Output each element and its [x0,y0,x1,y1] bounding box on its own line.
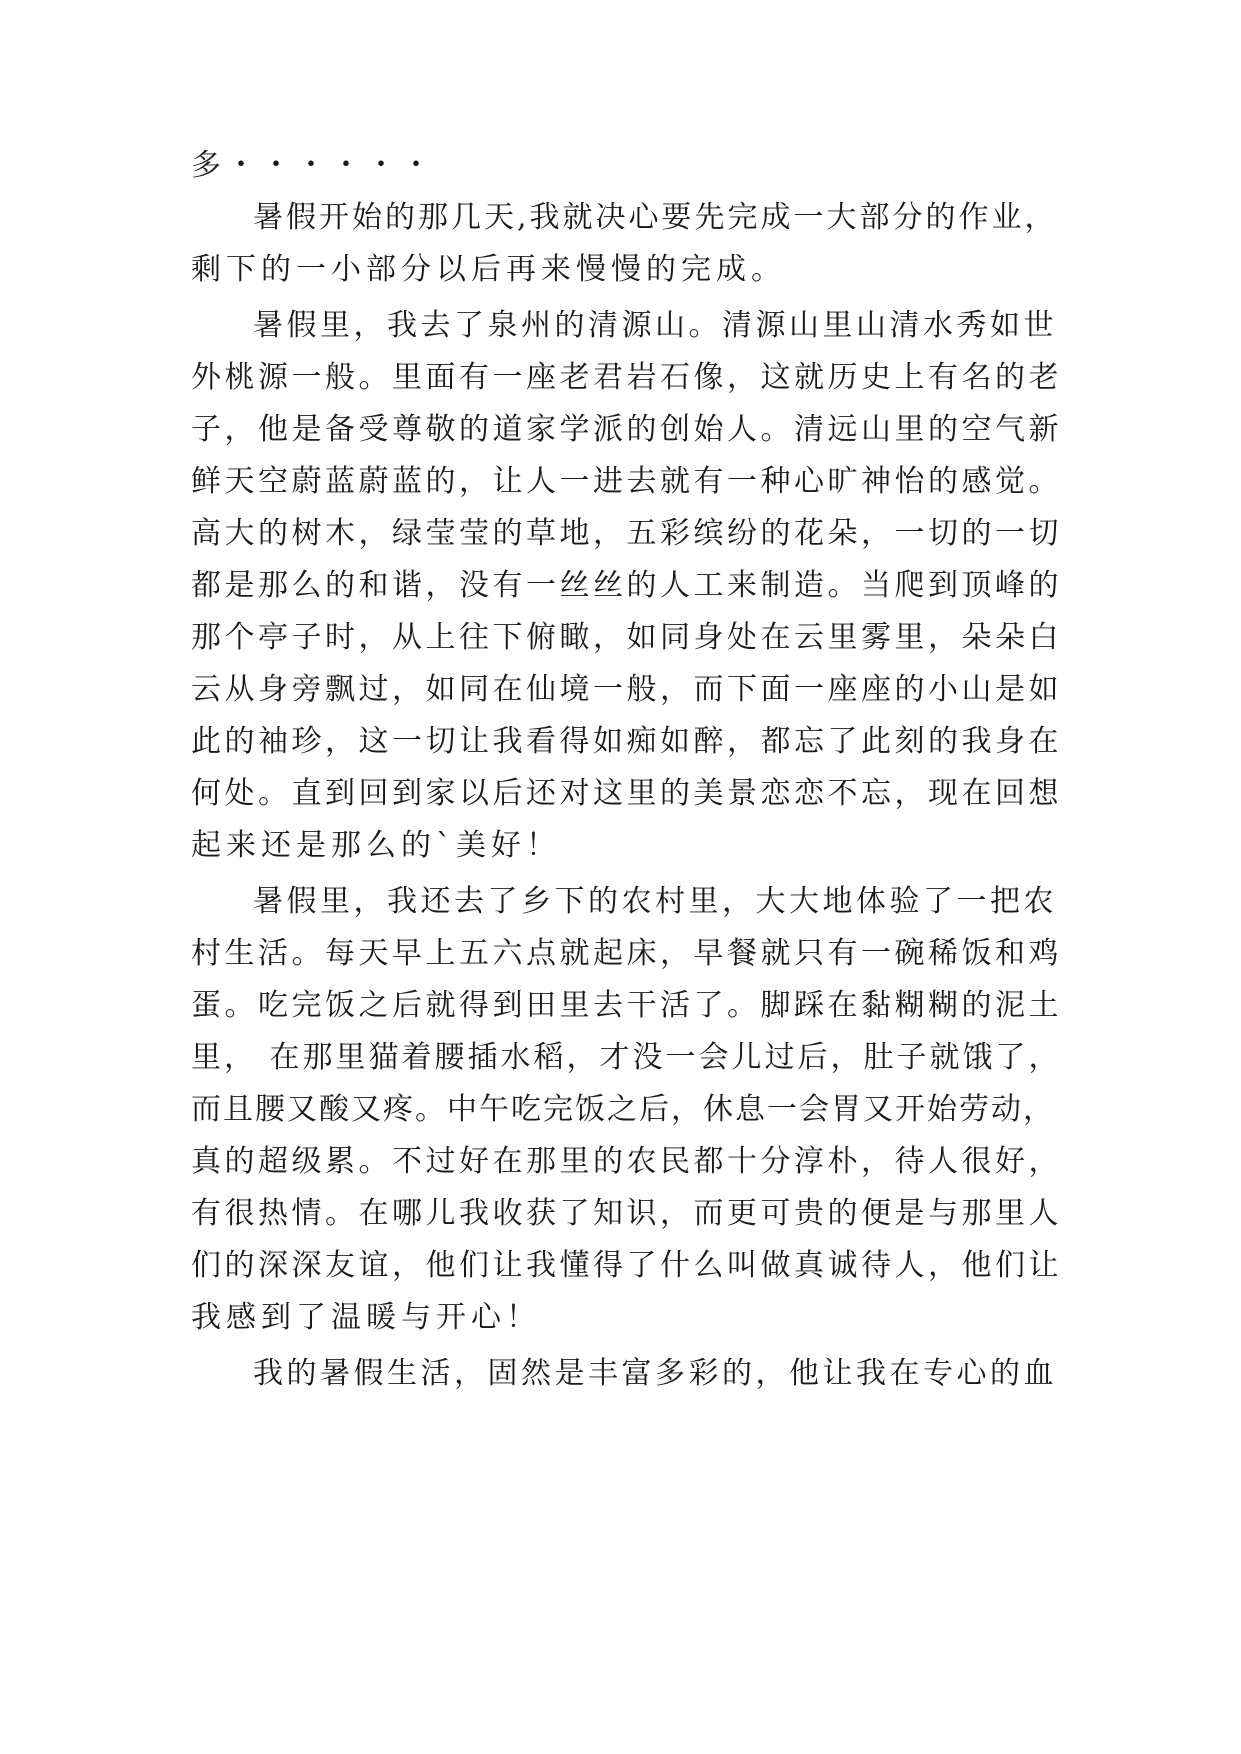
paragraph-first-line: 暑假里，我去了泉州的清源山。清源山里山清水秀如世 [253,308,1057,343]
text-line: 剩下的一小部分以后再来慢慢的完成。 [191,252,786,287]
text-line: 鲜天空蔚蓝蔚蓝的，让人一进去就有一种心旷神怡的感觉。 [191,464,1062,499]
text-line: 真的超级累。不过好在那里的农民都十分淳朴，待人很好， [191,1144,1062,1179]
text-line: 村生活。每天早上五六点就起床，早餐就只有一碗稀饭和鸡 [191,936,1062,971]
text-line: 此的袖珍，这一切让我看得如痴如醉，都忘了此刻的我身在 [191,724,1062,759]
text-line: 高大的树木，绿莹莹的草地，五彩缤纷的花朵，一切的一切 [191,516,1062,551]
paragraph-first-line: 我的暑假生活，固然是丰富多彩的，他让我在专心的血 [253,1356,1057,1391]
text-line: 有很热情。在哪儿我收获了知识，而更可贵的便是与那里人 [191,1196,1062,1231]
text-line: 那个亭子时，从上往下俯瞰，如同身处在云里雾里，朵朵白 [191,620,1062,655]
text-line: 多・・・・・・ [191,148,436,183]
text-line: 们的深深友谊，他们让我懂得了什么叫做真诚待人，他们让 [191,1248,1062,1283]
text-line: 里， 在那里猫着腰插水稻，才没一会儿过后，肚子就饿了， [191,1040,1062,1075]
text-line: 外桃源一般。里面有一座老君岩石像，这就历史上有名的老 [191,360,1062,395]
paragraph-first-line: 暑假里，我还去了乡下的农村里，大大地体验了一把农 [253,884,1057,919]
paragraph-first-line: 暑假开始的那几天,我就决心要先完成一大部分的作业， [253,200,1058,235]
text-line: 我感到了温暖与开心！ [191,1300,541,1335]
text-line: 起来还是那么的`美好！ [191,828,561,863]
text-line: 都是那么的和谐，没有一丝丝的人工来制造。当爬到顶峰的 [191,568,1062,603]
text-line: 蛋。吃完饭之后就得到田里去干活了。脚踩在黏糊糊的泥土 [191,988,1062,1023]
text-line: 子，他是备受尊敬的道家学派的创始人。清远山里的空气新 [191,412,1062,447]
text-line: 云从身旁飘过，如同在仙境一般，而下面一座座的小山是如 [191,672,1062,707]
text-line: 而且腰又酸又疼。中午吃完饭之后，休息一会胃又开始劳动， [191,1092,1055,1127]
text-line: 何处。直到回到家以后还对这里的美景恋恋不忘，现在回想 [191,776,1062,811]
